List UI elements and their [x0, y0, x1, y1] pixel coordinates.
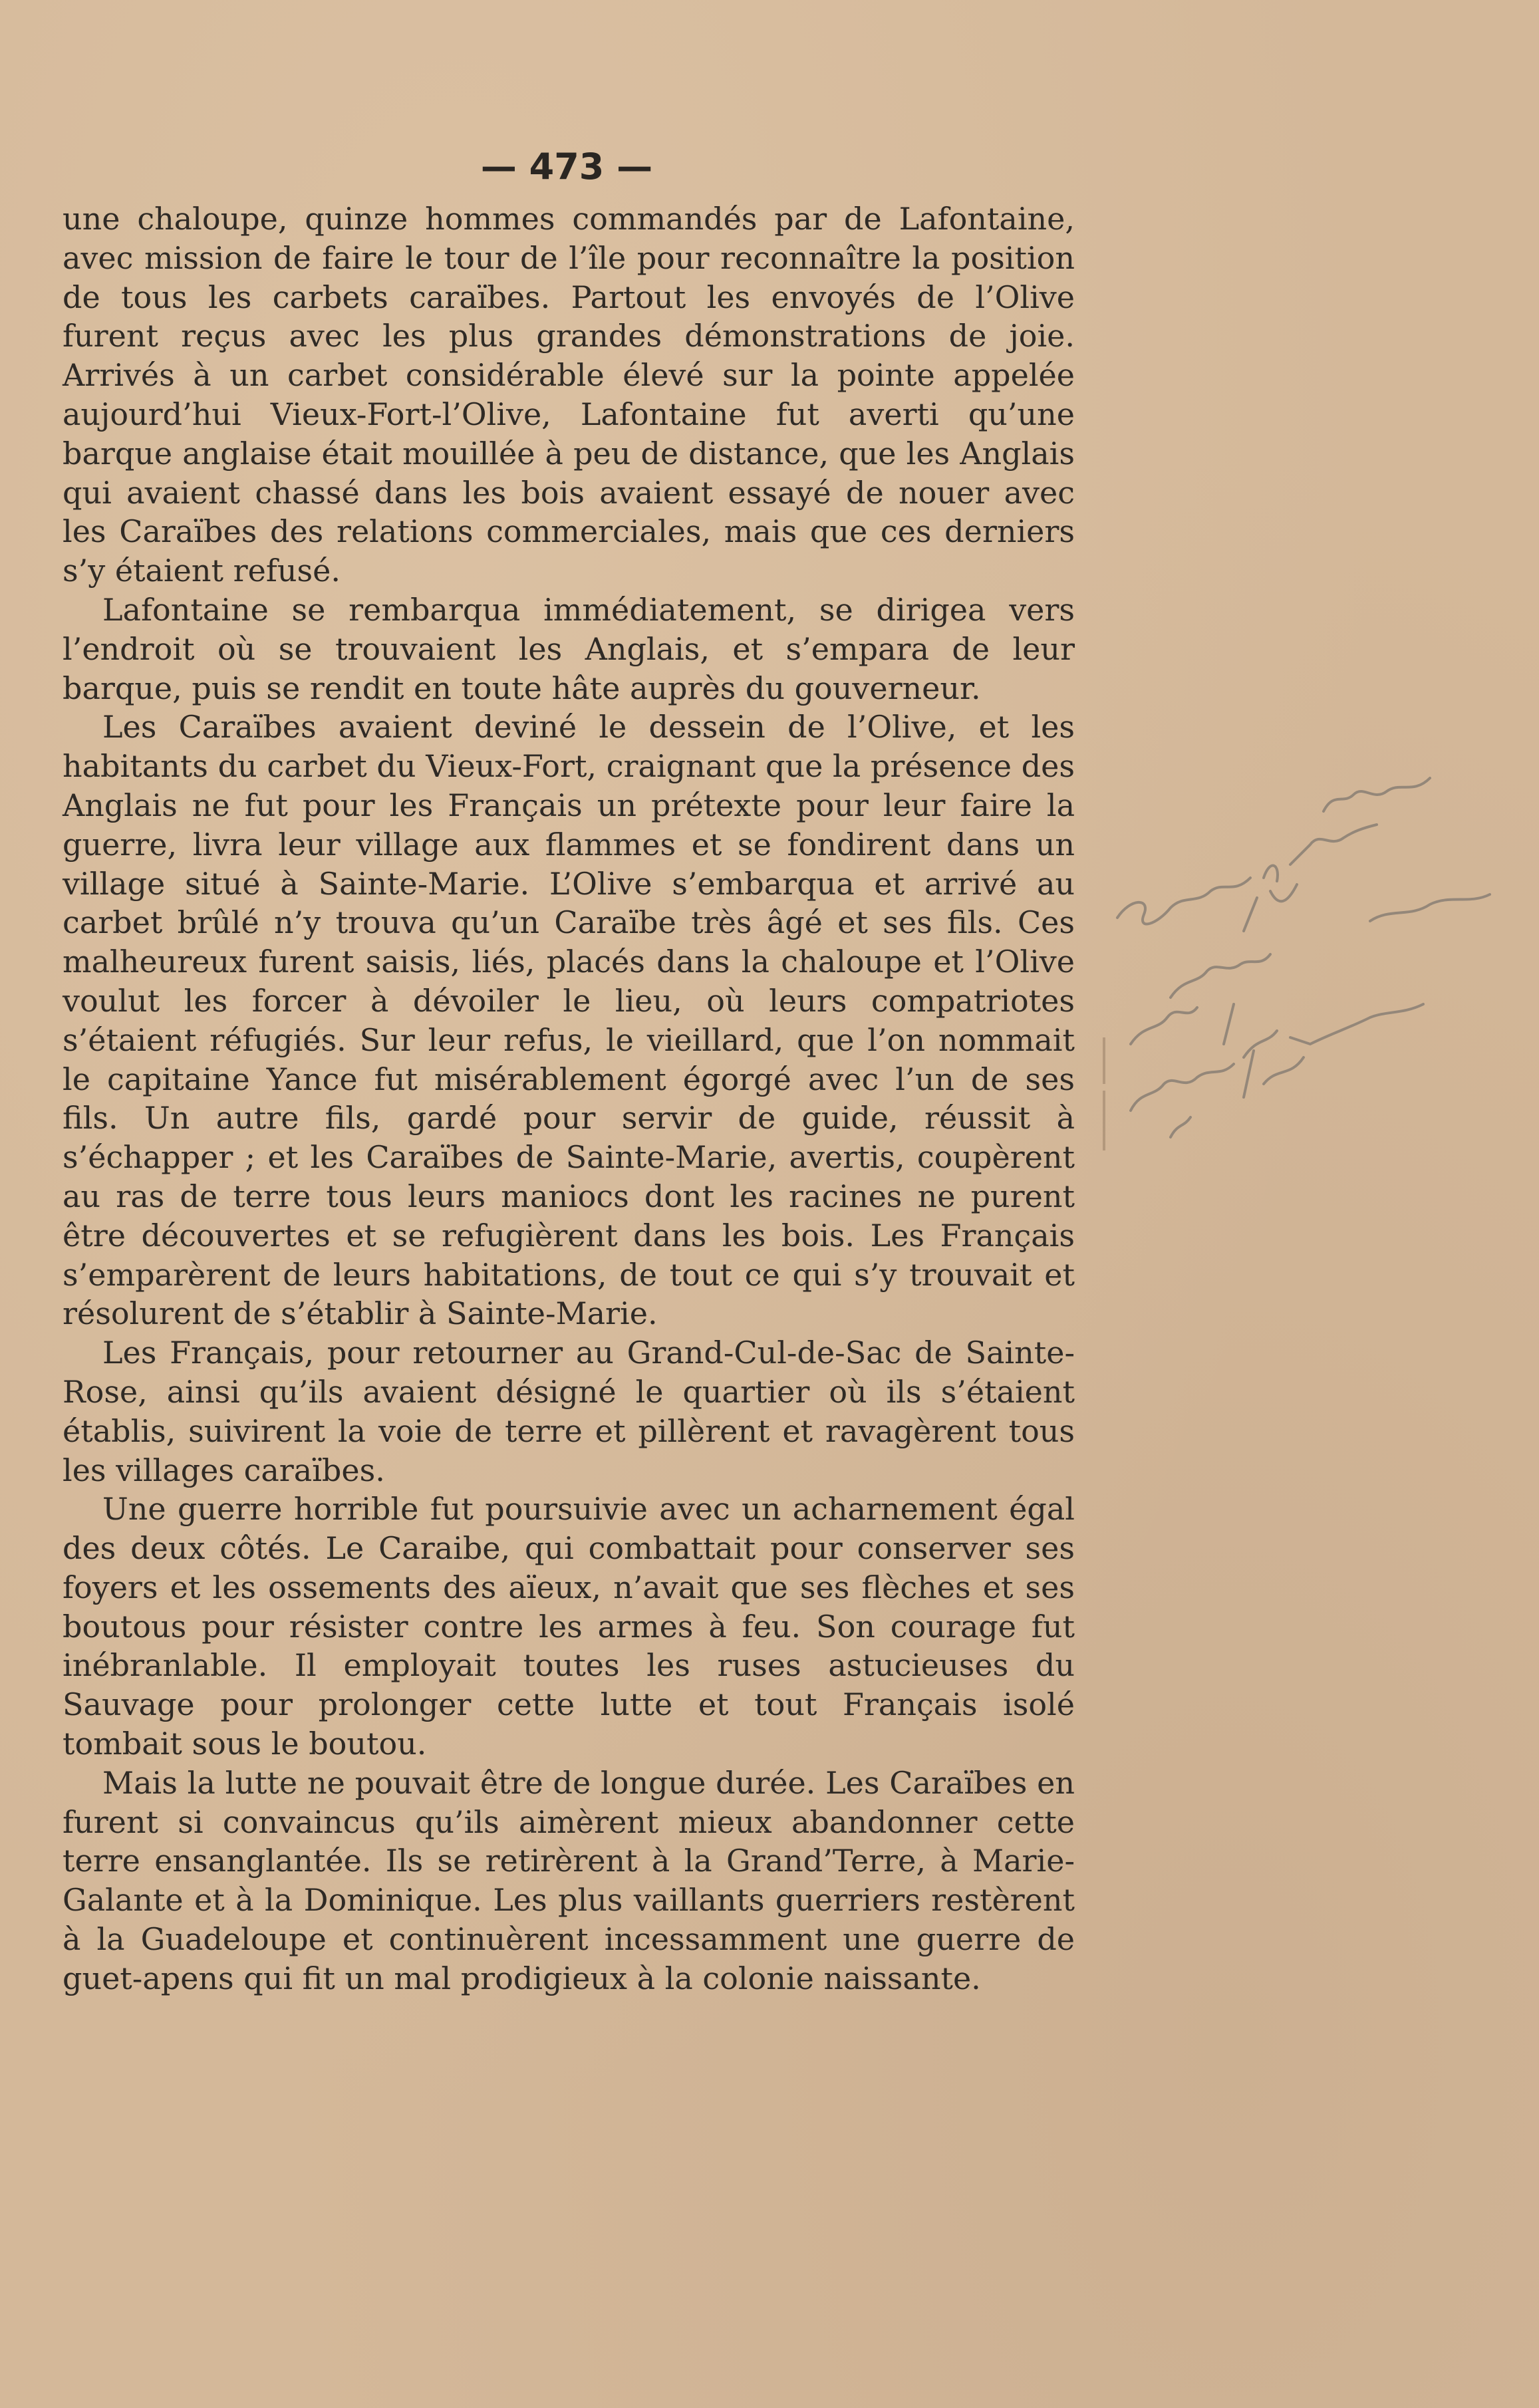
body-text [63, 200, 1075, 1998]
paragraph-5: Une guerre horrible fut poursuivie avec un acharnement égal des deux côtés. Le Caraibe, qui combattait pour conserver ses foyers et les ossements des aïeux, n’avait que ses flèches et ses boutous pour résister contre les armes à feu. Son courage fut inébranlable. Il employait toutes les ruses astucieuses du Sauvage pour prolonger cette lutte et tout Français isolé tombait sous le boutou. [63, 1491, 1075, 1762]
page-number: — 473 — [480, 146, 653, 188]
paragraph-2: Lafontaine se rembarqua immédiatement, se dirigea vers l’endroit où se trouvaient les Anglais, et s’empara de leur barque, puis se rendit en toute hâte auprès du gouverneur. [63, 591, 1075, 706]
paragraph-3: Les Caraïbes avaient deviné le dessein de l’Olive, et les habitants du carbet du Vieux-Fort, craignant que la présence des Anglais ne fut pour les Français un prétexte pour leur faire la guerre, livra leur village aux flammes et se fondirent dans un village situé à Sainte-Marie. L’Olive s’embarqua et arrivé au carbet brûlé n’y trouva qu’un Caraïbe très âgé et ses fils. Ces malheureux furent saisis, liés, placés dans la chaloupe et l’Olive voulut les forcer à dévoiler le lieu, où leurs compatriotes s’étaient réfugiés. Sur leur refus, le vieillard, que l’on nommait le capitaine Yance fut misérablement égorgé avec l’un de ses fils. Un autre fils, gardé pour servir de guide, réussit à s’échapper ; et les Caraïbes de Sainte-Marie, avertis, coupèrent au ras de terre tous leurs maniocs dont les racines ne purent être découvertes et se refugièrent dans les bois. Les Français s’emparèrent de leurs habitations, de tout ce qui s’y trouvait et résolurent de s’établir à Sainte-Marie. [63, 709, 1075, 1332]
paragraph-1: une chaloupe, quinze hommes commandés par de Lafontaine, avec mission de faire le tour de l’île pour reconnaître la position de tous les carbets caraïbes. Partout les envoyés de l’Olive furent reçus avec les plus grandes démonstrations de joie. Arrivés à un carbet considérable élevé sur la pointe appelée aujourd’hui Vieux-Fort-l’Olive, Lafontaine fut averti qu’une barque anglaise était mouillée à peu de distance, que les Anglais qui avaient chassé dans les bois avaient essayé de nouer avec les Caraïbes des relations commerciales, mais que ces derniers s’y étaient refusé. [63, 201, 1075, 589]
paragraph-6: Mais la lutte ne pouvait être de longue durée. Les Caraïbes en furent si convaincus qu’ils aimèrent mieux abandonner cette terre ensanglantée. Ils se retirèrent à la Grand’Terre, à Marie-Galante et à la Dominique. Les plus vaillants guerriers restèrent à la Guadeloupe et continuèrent incessamment une guerre de guet-apens qui fit un mal prodigieux à la colonie naissante. [63, 1764, 1075, 1996]
paragraph-4: Les Français, pour retourner au Grand-Cul-de-Sac de Sainte-Rose, ainsi qu’ils avaient désigné le quartier où ils s’étaient établis, suivirent la voie de terre et pillèrent et ravagèrent tous les villages caraïbes. [63, 1335, 1075, 1488]
handwritten-pencil-annotation [1091, 765, 1539, 1164]
